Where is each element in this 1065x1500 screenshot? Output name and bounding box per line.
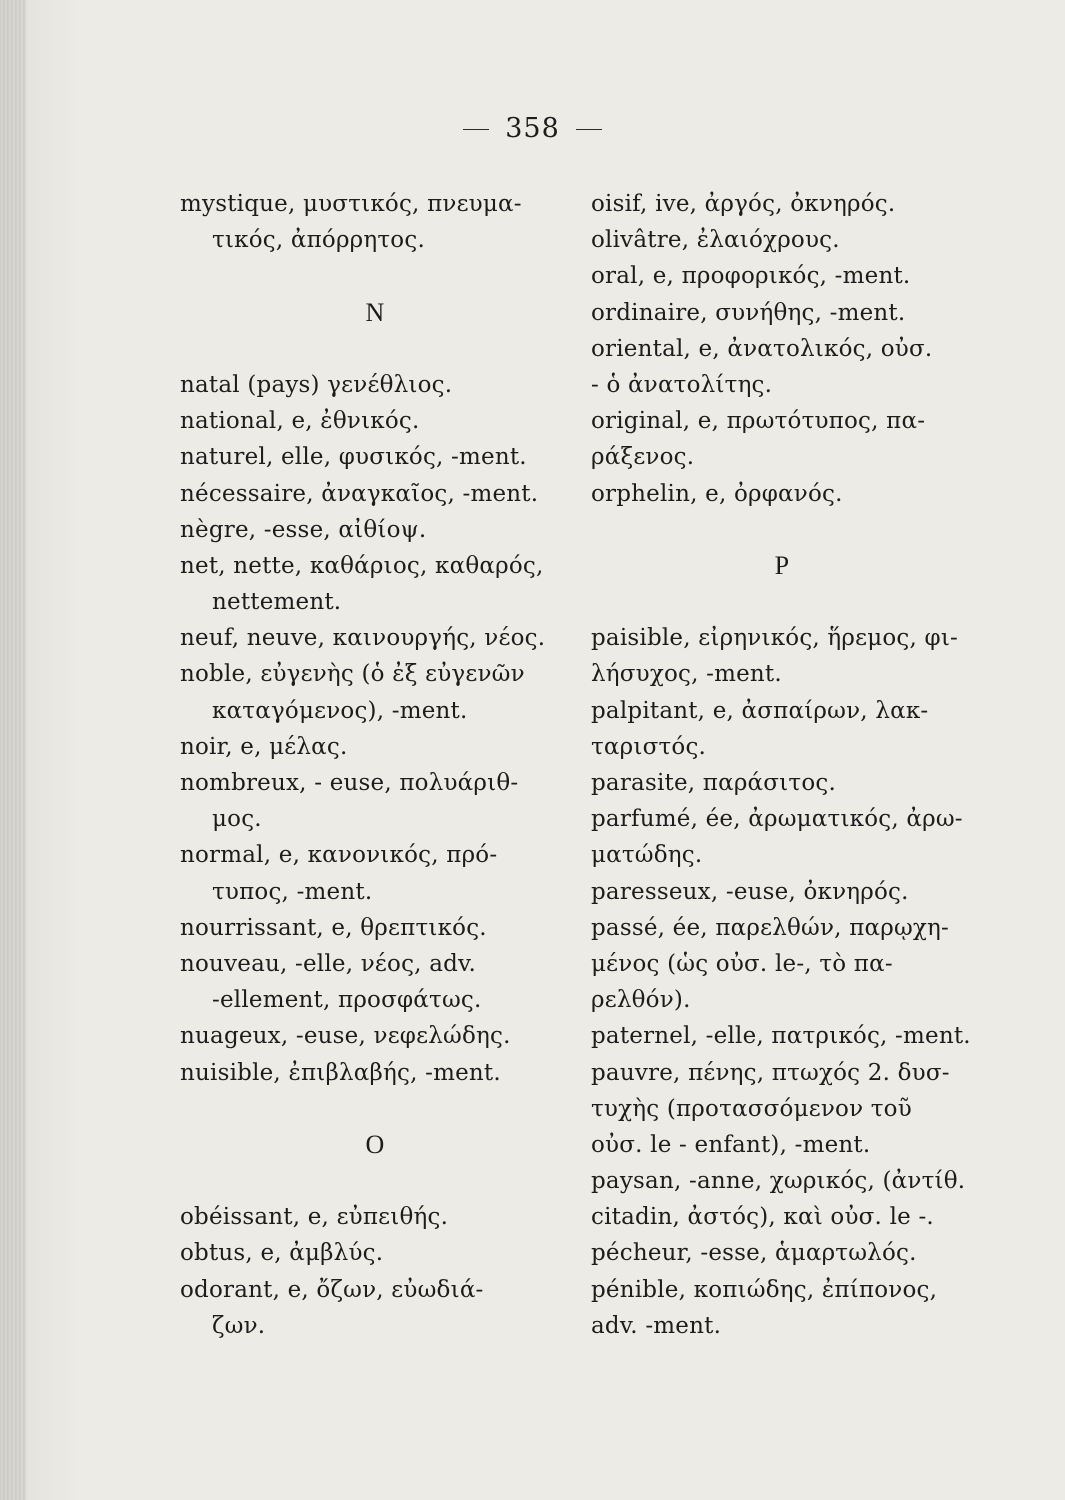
entry-line: μένος (ὡς οὐσ. le-, τὸ πα- <box>591 950 893 977</box>
entry-line: naturel, elle, φυσικός, -ment. <box>180 444 527 471</box>
letter-heading-p: P <box>774 550 790 580</box>
entry-line: pauvre, πένης, πτωχός 2. δυσ- <box>591 1059 950 1086</box>
entry-line: ρελθόν). <box>591 987 691 1014</box>
entry-line: nuisible, ἐπιβλαβής, -ment. <box>180 1059 501 1086</box>
entry-line: original, e, πρωτότυπος, πα- <box>591 408 926 435</box>
entry-line: nouveau, -elle, νέος, adv. <box>180 950 477 977</box>
entry-line: nuageux, -euse, νεφελώδης. <box>180 1023 511 1050</box>
entry-line: parfumé, ée, ἀρωματικός, ἀρω- <box>591 806 963 833</box>
spacer <box>180 258 580 294</box>
entry-line: ράξενος. <box>591 444 695 471</box>
entry-line: τικός, ἀπόρρητος. <box>212 227 425 254</box>
entry-line: palpitant, e, ἀσπαίρων, λακ- <box>591 697 929 724</box>
entry-line: ματώδης. <box>591 842 703 869</box>
entry-line: oriental, e, ἀνατολικός, οὐσ. <box>591 335 933 362</box>
entry-line: citadin, ἀστός), καὶ οὐσ. le -. <box>591 1204 934 1231</box>
entry-line: -ellement, προσφάτως. <box>212 987 482 1014</box>
entry-line: mystique, μυστικός, πνευμα- <box>180 191 522 217</box>
page-number: 358 <box>505 113 560 144</box>
spacer <box>180 1163 580 1199</box>
spacer <box>180 331 580 367</box>
entry-line: τυπος, -ment. <box>212 878 373 905</box>
entry-line: noir, e, μέλας. <box>180 733 348 760</box>
entry-line: - ὁ ἀνατολίτης. <box>591 371 773 398</box>
entry-line <box>591 1380 983 1416</box>
entry-line: nègre, -esse, αἰθίοψ. <box>180 516 427 543</box>
entry-line: nombreux, - euse, πολυάριθ- <box>180 770 519 796</box>
entry-line: paternel, -elle, πατρικός, -ment. <box>591 1023 971 1050</box>
entry-line: ταριστός. <box>591 733 707 760</box>
entry-line: pécheur, -esse, ἁμαρτωλός. <box>591 1240 917 1267</box>
letter-heading-n: N <box>365 297 385 327</box>
entry-line: orphelin, e, ὀρφανός. <box>591 480 843 507</box>
entry-line: olivâtre, ἐλαιόχρους. <box>591 227 840 254</box>
header-dash-right <box>576 129 602 130</box>
entry-line: ordinaire, συνήθης, -ment. <box>591 299 906 326</box>
left-column <box>180 186 580 1344</box>
entry-line: pénible, κοπιώδης, ἐπίπονος, <box>591 1276 938 1303</box>
page-header <box>0 113 1065 144</box>
entry-line: obtus, e, ἀμβλύς. <box>180 1240 384 1267</box>
spacer <box>591 584 983 620</box>
entry-line: passé, ée, παρελθών, παρῳχη- <box>591 914 950 941</box>
entry-line: oisif, ive, ἀργός, ὀκνηρός. <box>591 191 896 217</box>
entry-line: adv. -ment. <box>591 1312 722 1339</box>
entry-line: paresseux, -euse, ὀκνηρός. <box>591 878 909 905</box>
entry-line: nécessaire, ἀναγκαῖος, -ment. <box>180 480 539 507</box>
entry-line: parasite, παράσιτος. <box>591 770 836 796</box>
entry-line: odorant, e, ὄζων, εὐωδιά- <box>180 1276 484 1303</box>
entry-line: paisible, εἰρηνικός, ἥρεμος, φι- <box>591 625 959 652</box>
entry-line: noble, εὐγενὴς (ὁ ἐξ εὐγενῶν <box>180 661 525 688</box>
header-dash-left <box>463 129 489 130</box>
entry-line: τυχὴς (προτασσόμενον τοῦ <box>591 1095 912 1122</box>
entry-line: καταγόμενος), -ment. <box>212 697 468 724</box>
entry-line: net, nette, καθάριος, καθαρός, <box>180 552 544 579</box>
entry-line: natal (pays) γενέθλιος. <box>180 371 453 398</box>
entry-line: nourrissant, e, θρεπτικός. <box>180 914 487 941</box>
entry-line: μος. <box>212 806 262 833</box>
book-page-edge <box>0 0 26 1500</box>
spacer <box>180 1091 580 1127</box>
right-column <box>591 186 983 1416</box>
entry-line: normal, e, κανονικός, πρό- <box>180 842 498 869</box>
entry-line: οὐσ. le - enfant), -ment. <box>591 1131 871 1158</box>
entry-line: obéissant, e, εὐπειθής. <box>180 1204 449 1231</box>
spacer <box>591 512 983 548</box>
entry-line: oral, e, προφορικός, -ment. <box>591 263 911 290</box>
entry-line <box>591 1344 983 1380</box>
entry-line: ζων. <box>212 1312 266 1339</box>
entry-line: national, e, ἐθνικός. <box>180 408 420 435</box>
entry-line: neuf, neuve, καινουργής, νέος. <box>180 625 546 652</box>
entry-line: paysan, -anne, χωρικός, (ἀντίθ. <box>591 1168 966 1195</box>
letter-heading-o: O <box>365 1129 385 1159</box>
entry-line: λήσυχος, -ment. <box>591 661 782 688</box>
entry-line: nettement. <box>212 589 342 616</box>
